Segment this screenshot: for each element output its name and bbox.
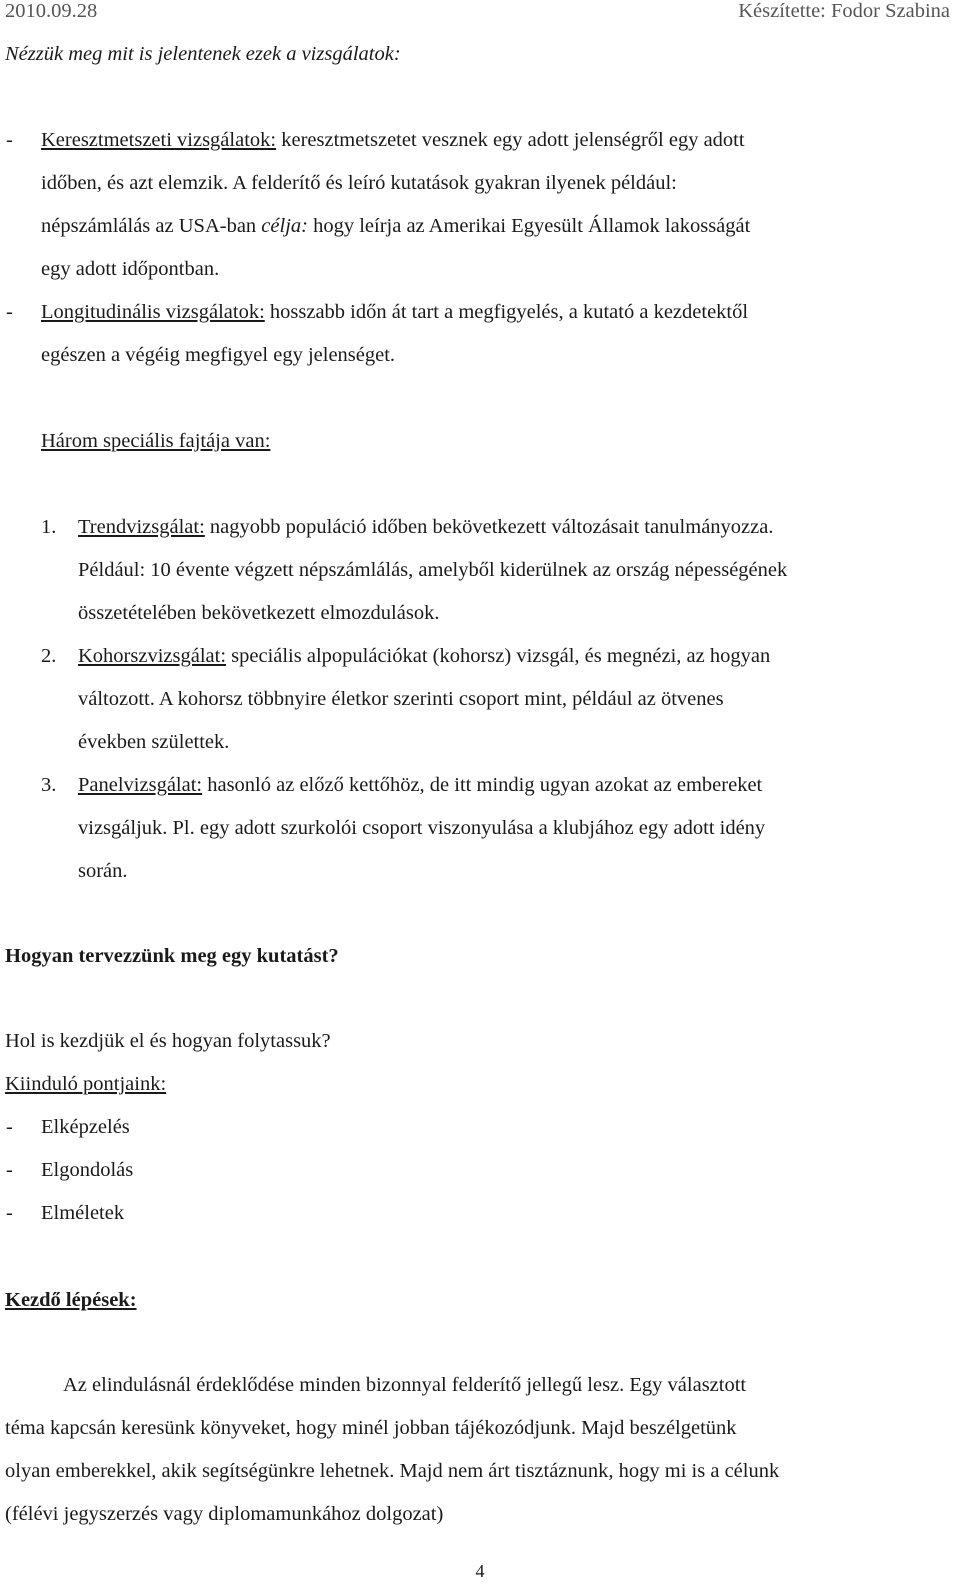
intro-line: Nézzük meg mit is jelentenek ezek a vizsgálatok: xyxy=(5,43,401,65)
cross-sectional-line-2: időben, és azt elemzik. A felderítő és leíró kutatások gyakran ilyenek például: xyxy=(41,172,677,194)
term-panel: Panelvizsgálat: xyxy=(78,774,203,796)
bullet-dash: - xyxy=(6,129,13,151)
header-date: 2010.09.28 xyxy=(5,0,98,22)
page-header xyxy=(5,0,950,26)
type-3-line-1: Panelvizsgálat: hasonló az előző kettőhöz, de itt mindig ugyan azokat az embereket xyxy=(78,774,763,796)
type-3-line-2: vizsgáljuk. Pl. egy adott szurkolói csoport viszonyulása a klubjához egy adott idény xyxy=(78,817,766,839)
planning-question: Hol is kezdjük el és hogyan folytassuk? xyxy=(5,1030,331,1052)
bullet-dash: - xyxy=(6,1202,13,1224)
first-steps-heading: Kezdő lépések: xyxy=(5,1289,137,1311)
longitudinal-line-2: egészen a végéig megfigyel egy jelenséget. xyxy=(41,344,396,366)
list-item: Elméletek xyxy=(41,1202,125,1224)
longitudinal-line-1: Longitudinális vizsgálatok: hosszabb időn át tart a megfigyelés, a kutató a kezdetektől xyxy=(41,301,749,323)
bullet-dash: - xyxy=(6,1116,13,1138)
type-3-line-3: során. xyxy=(78,860,128,882)
cross-sectional-line-3: népszámlálás az USA-ban célja: hogy leírja az Amerikai Egyesült Államok lakosságát xyxy=(41,215,751,237)
type-1-line-3: összetételében bekövetkezett elmozdulások. xyxy=(78,602,440,624)
paragraph-line-4: (félévi jegyszerzés vagy diplomamunkához dolgozat) xyxy=(5,1503,444,1525)
type-1-line-1: Trendvizsgálat: nagyobb populáció időben bekövetkezett változásait tanulmányozza. xyxy=(78,516,774,538)
item-number: 3. xyxy=(41,774,57,796)
bullet-dash: - xyxy=(6,1159,13,1181)
paragraph-line-2: téma kapcsán keresünk könyveket, hogy minél jobban tájékozódjunk. Majd beszélgetünk xyxy=(5,1417,737,1439)
item-number: 1. xyxy=(41,516,57,538)
term-longitudinal: Longitudinális vizsgálatok: xyxy=(41,301,265,323)
cross-sectional-line-1: Keresztmetszeti vizsgálatok: keresztmetszetet vesznek egy adott jelenségről egy adott xyxy=(41,129,745,151)
list-item: Elképzelés xyxy=(41,1116,130,1138)
three-types-heading: Három speciális fajtája van: xyxy=(41,430,271,452)
italic-goal: célja: xyxy=(261,215,308,237)
starting-points-label: Kiinduló pontjaink: xyxy=(5,1073,167,1095)
list-item: Elgondolás xyxy=(41,1159,134,1181)
term-trend: Trendvizsgálat: xyxy=(78,516,205,538)
bullet-dash: - xyxy=(6,301,13,323)
term-cross-sectional: Keresztmetszeti vizsgálatok: xyxy=(41,129,277,151)
cross-sectional-line-4: egy adott időpontban. xyxy=(41,258,220,280)
header-author: Készítette: Fodor Szabina xyxy=(738,0,950,22)
type-2-line-3: években születtek. xyxy=(78,731,230,753)
type-2-line-2: változott. A kohorsz többnyire életkor szerinti csoport mint, például az ötvenes xyxy=(78,688,724,710)
term-cohort: Kohorszvizsgálat: xyxy=(78,645,227,667)
paragraph-line-3: olyan emberekkel, akik segítségünkre lehetnek. Majd nem árt tisztáznunk, hogy mi is a célunk xyxy=(5,1460,780,1482)
paragraph-line-1: Az elindulásnál érdeklődése minden bizonnyal felderítő jellegű lesz. Egy választott xyxy=(63,1374,747,1396)
type-2-line-1: Kohorszvizsgálat: speciális alpopulációkat (kohorsz) vizsgál, és megnézi, az hogyan xyxy=(78,645,771,667)
page-number: 4 xyxy=(475,1561,485,1581)
type-1-line-2: Például: 10 évente végzett népszámlálás, amelyből kiderülnek az ország népességének xyxy=(78,559,788,581)
item-number: 2. xyxy=(41,645,57,667)
planning-heading: Hogyan tervezzünk meg egy kutatást? xyxy=(5,945,339,967)
